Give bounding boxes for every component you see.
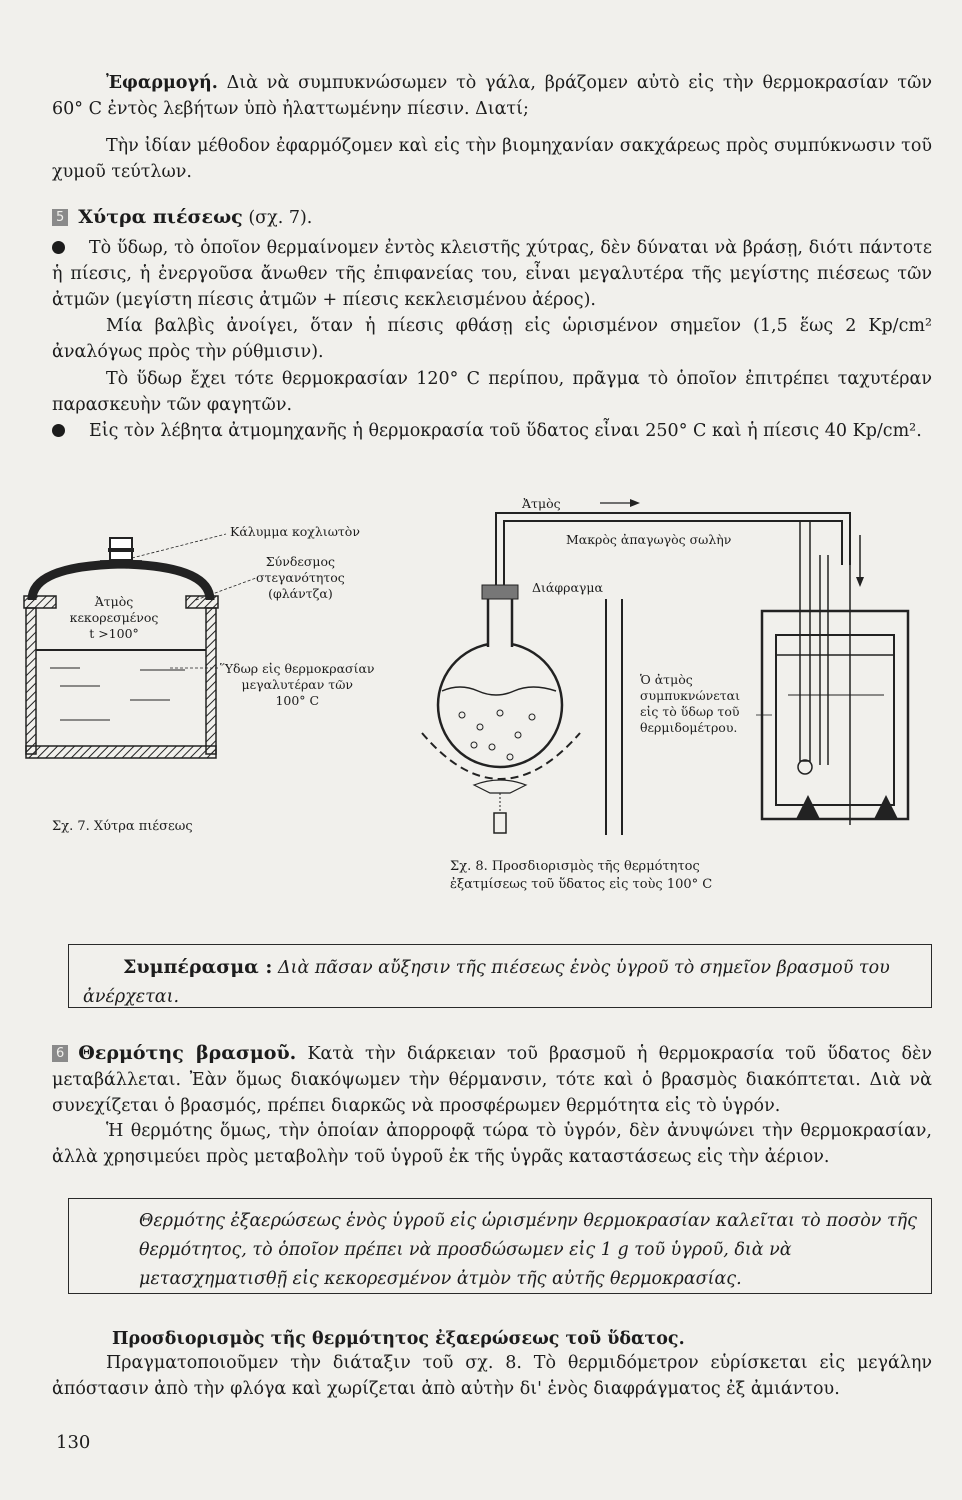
fig7-water-line2: μεγαλυτέραν τῶν	[241, 677, 354, 692]
section-6-paragraph	[52, 1040, 932, 1119]
section-6-text: Κατὰ τὴν διάρκειαν τοῦ βρασμοῦ ἡ θερμοκρασία τοῦ ὕδατος δὲν μεταβάλλεται. Ἐὰν ὅμως διακόψωμεν τὴν θέρμανσιν, τότε καὶ ὁ βρασμὸς διακόπτεται. Διὰ νὰ συνεχίζεται ὁ βρασμός, πρέπει διαρκῶς νὰ προσφέρωμεν θερμότητα εἰς τὸ ὑγρόν.	[52, 1044, 933, 1116]
fig7-steam-line3: t >100°	[89, 626, 139, 641]
conclusion-text: Διὰ πᾶσαν αὔξησιν τῆς πιέσεως ἑνὸς ὑγροῦ τὸ σημεῖον βρασμοῦ του ἀνέρχεται.	[83, 958, 890, 1007]
definition-box: Θερμότης ἐξαερώσεως ἑνὸς ὑγροῦ εἰς ὡρισμένην θερμοκρασίαν καλεῖται τὸ ποσὸν τῆς θερμότητος, τὸ ὁποῖον πρέπει νὰ προσδώσωμεν εἰς 1 g τοῦ ὑγροῦ, διὰ νὰ μετασχηματισθῇ εἰς κεκορεσμένον ἀτμὸν τῆς αὐτῆς θερμοκρασίας.	[68, 1198, 932, 1294]
fig7-caption: Σχ. 7. Χύτρα πιέσεως	[52, 819, 193, 834]
fig8-caption-line2: ἐξατμίσεως τοῦ ὕδατος εἰς τοὺς 100° C	[450, 877, 713, 892]
application-text: Διὰ νὰ συμπυκνώσωμεν τὸ γάλα, βράζομεν αὐτὸ εἰς τὴν θερμοκρασίαν τῶν 60° C ἐντὸς λεβήτων ὑπὸ ἠλαττωμένην πίεσιν. Διατί;	[52, 73, 932, 119]
sugar-paragraph: Τὴν ἰδίαν μέθοδον ἐφαρμόζομεν καὶ εἰς τὴν βιομηχανίαν σακχάρεως πρὸς συμπύκνωσιν τοῦ χυμοῦ τεύτλων.	[52, 136, 932, 182]
fig7-seal-line2: στεγανότητος	[256, 570, 345, 585]
section-number-5: 5	[52, 209, 68, 226]
fig7-seal-line1: Σύνδεσμος	[265, 554, 336, 569]
subsection-heading-text: Προσδιορισμὸς τῆς θερμότητος ἐξαερώσεως τοῦ ὕδατος.	[112, 1329, 685, 1349]
section-5-ref: (σχ. 7).	[248, 208, 313, 228]
fig8-diaphragm-label: Διάφραγμα	[532, 580, 603, 595]
section-5-title: Χύτρα πιέσεως	[78, 206, 243, 228]
water-text: Τὸ ὕδωρ, τὸ ὁποῖον θερμαίνομεν ἐντὸς κλειστῆς χύτρας, δὲν δύναται νὰ βράσῃ, διότι πάντοτε ἡ πίεσις, ἡ ἐνεργοῦσα ἄνωθεν τῆς ἐπιφανείας του, εἶναι μεγαλυτέρα τῆς μεγίστης πιέσεως τῶν ἀτμῶν (μεγίστη πίεσις ἀτμῶν + πίεσις κεκλεισμένου ἀέρος).	[52, 238, 932, 310]
fig8-caption	[450, 858, 712, 894]
application-paragraph	[52, 70, 932, 122]
conclusion-lead: Συμπέρασμα :	[123, 956, 273, 978]
water-paragraph	[52, 235, 932, 313]
fig7-steam-line1: Ἀτμὸς	[94, 594, 134, 609]
fig8-tube-label: Μακρὸς ἀπαγωγὸς σωλὴν	[566, 532, 732, 547]
heat-paragraph: Ἡ θερμότης ὅμως, τὴν ὁποίαν ἀπορροφᾷ τώρα τὸ ὑγρόν, δὲν ἀνυψώνει τὴν θερμοκρασίαν, ἀλλὰ χρησιμεύει πρὸς μεταβολὴν τοῦ ὑγροῦ ἐκ τῆς ὑγρᾶς καταστάσεως εἰς τὴν ἀέριον.	[52, 1121, 932, 1167]
fig8-steam-label: Ἀτμὸς	[522, 496, 561, 511]
fig7-steam-label	[64, 594, 164, 642]
fig8-condense-line4: θερμιδομέτρου.	[640, 720, 738, 735]
bullet-icon	[52, 424, 65, 437]
fig8-caption-line1: Σχ. 8. Προσδιορισμὸς τῆς θερμότητος	[450, 859, 700, 874]
subsection-heading	[112, 1326, 932, 1352]
fig8-condense-line1: Ὁ ἀτμὸς	[640, 672, 693, 687]
conclusion-box	[68, 944, 932, 1008]
fig7-lid-label: Κάλυμμα κοχλιωτὸν	[230, 524, 360, 539]
application-lead: Ἐφαρμογή.	[106, 73, 218, 93]
bullet-icon	[52, 241, 65, 254]
fig7-water-label	[220, 661, 375, 709]
section-number-6: 6	[52, 1045, 68, 1062]
section-5-heading	[52, 204, 932, 231]
fig7-seal-label	[256, 554, 345, 602]
fig7-water-line3: 100° C	[275, 693, 320, 708]
final-paragraph: Πραγματοποιοῦμεν τὴν διάταξιν τοῦ σχ. 8. Τὸ θερμιδόμετρον εὑρίσκεται εἰς μεγάλην ἀπόστασιν ἀπὸ τὴν φλόγα καὶ χωρίζεται ἀπὸ αὐτὴν δι' ἑνὸς διαφράγματος ἐξ ἀμιάντου.	[52, 1353, 932, 1399]
temperature-paragraph: Τὸ ὕδωρ ἔχει τότε θερμοκρασίαν 120° C περίπου, πρᾶγμα τὸ ὁποῖον ἐπιτρέπει ταχυτέραν παρασκευὴν τῶν φαγητῶν.	[52, 369, 932, 415]
fig7-water-line1: Ὕδωρ εἰς θερμοκρασίαν	[220, 661, 375, 676]
fig7-seal-line3: (φλάντζα)	[268, 586, 333, 601]
fig8-condense-line2: συμπυκνώνεται	[640, 688, 741, 703]
boiler-paragraph	[52, 418, 932, 444]
fig8-condense-label	[640, 672, 740, 736]
boiler-text: Εἰς τὸν λέβητα ἀτμομηχανῆς ἡ θερμοκρασία τοῦ ὕδατος εἶναι 250° C καὶ ἡ πίεσις 40 Kp/cm².	[89, 421, 922, 441]
fig8-condense-line3: εἰς τὸ ὕδωρ τοῦ	[640, 704, 740, 719]
page-number: 130	[56, 1432, 91, 1453]
valve-paragraph: Μία βαλβὶς ἀνοίγει, ὅταν ἡ πίεσις φθάσῃ εἰς ὡρισμένον σημεῖον (1,5 ἕως 2 Kp/cm² ἀναλόγως πρὸς τὴν ρύθμισιν).	[52, 316, 932, 362]
fig7-steam-line2: κεκορεσμένος	[69, 610, 159, 625]
section-6-title: Θερμότης βρασμοῦ.	[78, 1042, 297, 1064]
